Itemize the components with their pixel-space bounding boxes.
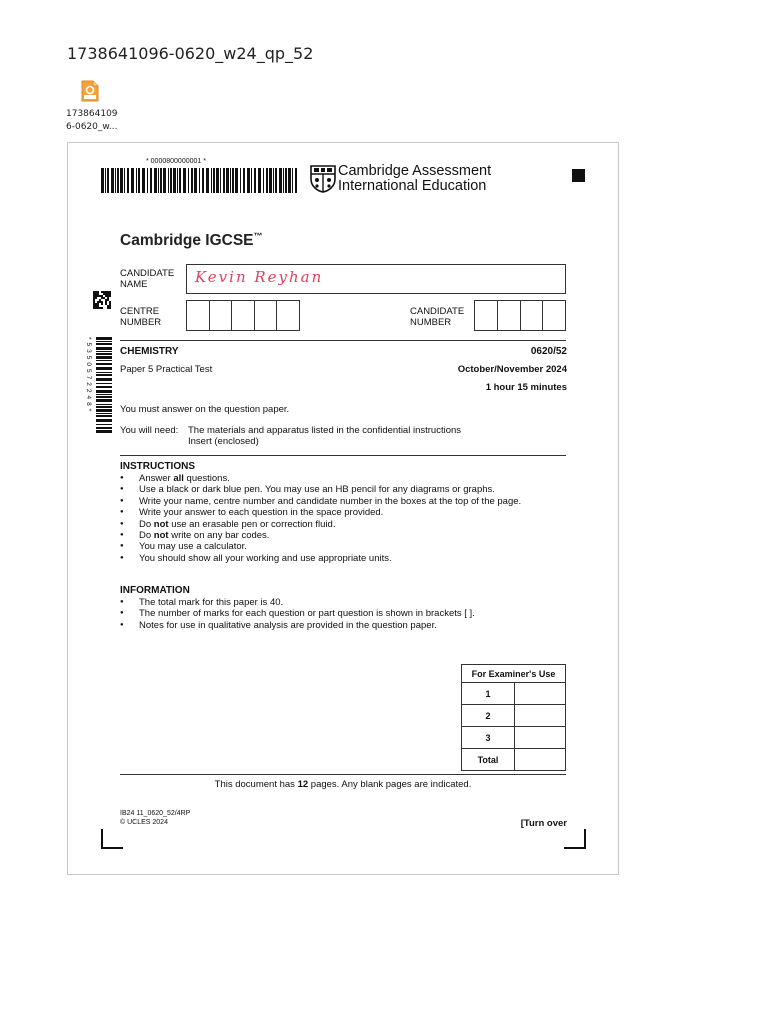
information-item: ● The number of marks for each question or part question is shown in brackets [ ]. [120, 608, 566, 619]
information-list [120, 597, 566, 631]
examiner-mark-cell[interactable] [515, 705, 566, 727]
candidate-number-label-1: CANDIDATE [410, 306, 465, 317]
barcode-number: * 0000800000001 * [146, 158, 206, 165]
instruction-item: ● Use a black or dark blue pen. You may use an HB pencil for any diagrams or graphs. [120, 484, 566, 495]
pages-note: This document has 12 pages. Any blank pages are indicated. [214, 779, 472, 790]
you-will-need-line-1: The materials and apparatus listed in the confidential instructions [188, 425, 462, 436]
org-name-line-1: Cambridge Assessment [338, 163, 492, 179]
candidate-number-cell[interactable] [542, 300, 566, 331]
centre-number-cell[interactable] [231, 300, 254, 331]
exam-session: October/November 2024 [457, 364, 567, 375]
examiner-mark-cell[interactable] [515, 749, 566, 771]
corner-marker [572, 169, 585, 182]
examiner-use-table [461, 664, 566, 771]
barcode [101, 168, 297, 193]
instructions-list [120, 473, 566, 564]
answer-note: You must answer on the question paper. [120, 404, 290, 415]
file-caption[interactable] [66, 108, 126, 134]
divider [120, 774, 566, 775]
examiner-mark-cell[interactable] [515, 727, 566, 749]
you-will-need-line-2: Insert (enclosed) [188, 436, 259, 447]
centre-number-cell[interactable] [276, 300, 300, 331]
cambridge-crest-icon [310, 165, 336, 193]
candidate-number-label-2: NUMBER [410, 317, 452, 328]
file-caption-line-1: 173864109 [66, 109, 118, 119]
file-caption-line-2: 6-0620_w... [66, 122, 118, 132]
org-name-line-2: International Education [338, 178, 487, 194]
centre-number-cell[interactable] [186, 300, 209, 331]
examiner-table-heading: For Examiner's Use [462, 665, 566, 683]
divider [120, 455, 566, 456]
information-heading: INFORMATION [120, 585, 190, 596]
paper-code: 0620/52 [530, 346, 567, 357]
centre-number-boxes[interactable] [186, 300, 300, 331]
instruction-item: ● Write your answer to each question in the space provided. [120, 507, 566, 518]
instruction-item: ● You may use a calculator. [120, 541, 566, 552]
side-barcode [96, 337, 112, 433]
candidate-name-label-2: NAME [120, 279, 148, 290]
instruction-item: ● Do not write on any bar codes. [120, 530, 566, 541]
candidate-name-value: Kevin Reyhan [195, 268, 324, 286]
you-will-need-label: You will need: [120, 425, 179, 436]
qr-code [93, 291, 111, 309]
instruction-item: ● Do not use an erasable pen or correction fluid. [120, 519, 566, 530]
crop-mark-bottom-left [101, 829, 123, 849]
subject: CHEMISTRY [120, 346, 179, 357]
candidate-number-cell[interactable] [497, 300, 520, 331]
paper-name: Paper 5 Practical Test [120, 364, 213, 375]
candidate-number-boxes[interactable] [474, 300, 566, 331]
instruction-item: ● Write your name, centre number and candidate number in the boxes at the top of the page. [120, 496, 566, 507]
instructions-heading: INSTRUCTIONS [120, 461, 195, 472]
examiner-mark-cell[interactable] [515, 683, 566, 705]
qualification-title: Cambridge IGCSE™ [120, 231, 263, 250]
turn-over: [Turn over [520, 818, 567, 829]
side-barcode-text: * 5 3 5 0 5 7 2 2 4 8 * [85, 337, 92, 412]
instruction-item: ● Answer all questions. [120, 473, 566, 484]
centre-number-label-2: NUMBER [120, 317, 162, 328]
document-title: 1738641096-0620_w24_qp_52 [67, 44, 314, 63]
instruction-item: ● You should show all your working and use appropriate units. [120, 553, 566, 564]
centre-number-label-1: CENTRE [120, 306, 160, 317]
examiner-row-label: Total [462, 749, 515, 771]
candidate-name-label-1: CANDIDATE [120, 268, 175, 279]
candidate-number-cell[interactable] [520, 300, 543, 331]
information-item: ● The total mark for this paper is 40. [120, 597, 566, 608]
centre-number-cell[interactable] [209, 300, 232, 331]
divider [120, 340, 566, 341]
candidate-name-field[interactable] [186, 264, 566, 294]
centre-number-cell[interactable] [254, 300, 277, 331]
document-page [67, 142, 619, 875]
footer-copyright: © UCLES 2024 [120, 819, 168, 826]
exam-duration: 1 hour 15 minutes [485, 382, 567, 393]
pdf-file-icon[interactable] [80, 80, 100, 102]
examiner-row-label: 2 [462, 705, 515, 727]
crop-mark-bottom-right [564, 829, 586, 849]
candidate-number-cell[interactable] [474, 300, 497, 331]
examiner-row-label: 1 [462, 683, 515, 705]
information-item: ● Notes for use in qualitative analysis are provided in the question paper. [120, 620, 566, 631]
footer-ref: IB24 11_0620_52/4RP [120, 810, 191, 817]
examiner-row-label: 3 [462, 727, 515, 749]
